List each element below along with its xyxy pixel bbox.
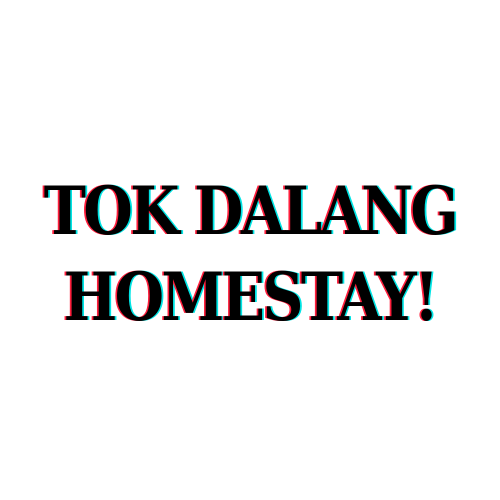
title-block — [0, 168, 500, 340]
title-line-2: HOMESTAY! — [63, 258, 437, 336]
title-line-1: TOK DALANG — [43, 172, 457, 250]
